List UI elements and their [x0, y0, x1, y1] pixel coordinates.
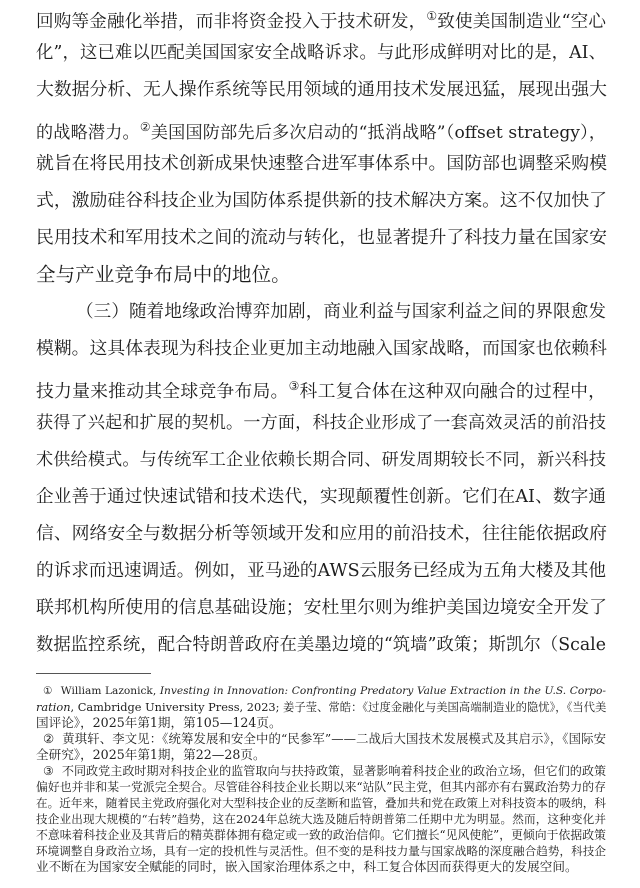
body-line: 民用技术和军用技术之间的流动与转化，也显著提升了科技力量在国家安: [36, 227, 607, 248]
footnote-ref-3[interactable]: ③: [288, 379, 300, 393]
body-line: 就旨在将民用技术创新成果快速整合进军事体系中。国防部也调整采购模: [36, 153, 607, 174]
footnote-text: 黄琪轩、李文见：《统筹发展和安全中的“民参军”——二战后大国技术发展模式及其启示》，《国际安: [62, 732, 606, 746]
body-line: 数据监控系统，配合特朗普政府在美墨边境的“筑墙”政策；斯凯尔（Scale: [36, 635, 606, 655]
footnote-divider: [36, 673, 151, 674]
body-line: 式，激励硅谷科技企业为国防体系提供新的技术解决方案。这不仅加快了: [36, 190, 607, 211]
body-text: 美国国防部先后多次启动的“抵消战略”（offset strategy），: [150, 123, 607, 143]
footnote-ref-1[interactable]: ①: [426, 9, 438, 23]
body-line: [36, 115, 606, 145]
footnote-2-line: 全研究》，2025年第1期，第22—28页。: [36, 747, 266, 762]
body-line: [36, 4, 606, 34]
body-line: 化”，这已难以匹配美国国家安全战略诉求。与此形成鲜明对比的是，AI、: [36, 43, 606, 63]
body-text: 科工复合体在这种双向融合的过程中，: [299, 381, 607, 402]
body-line: [36, 374, 606, 404]
footnote-3-line: 环境调整自身政治立场，具有一定的投机性与灵活性。但不变的是科技力量与国家战略的深度融合趋势，科技企: [36, 844, 606, 858]
body-line: 信、网络安全与数据分析等领域开发和应用的前沿技术，往往能依据政府: [36, 523, 607, 544]
footnote-1-line: 国评论》，2025年第1期，第105—124页。: [36, 715, 282, 730]
footnote-marker: ③: [43, 764, 54, 778]
body-line: 术供给模式。与传统军工企业依赖长期合同、研发周期较长不同，新兴科技: [36, 450, 606, 470]
body-text: 技力量来推动其全球竞争布局。: [36, 381, 289, 402]
footnote-2-line: [43, 731, 606, 747]
body-line: 模糊。这具体表现为科技企业更加主动地融入国家战略，而国家也依赖科: [36, 338, 607, 359]
footnote-text: 不同政党主政时期对科技企业的监管取向与扶持政策，显著影响着科技企业的政治立场，但它们的政策: [61, 764, 607, 778]
footnote-author: William Lazonick,: [60, 685, 160, 697]
footnote-marker: ①: [43, 685, 53, 697]
body-text: 的战略潜力。: [36, 123, 140, 143]
body-text: 致使美国制造业“空心: [437, 12, 606, 32]
body-line: 获得了兴起和扩展的契机。一方面，科技企业形成了一套高效灵活的前沿技: [36, 413, 606, 433]
footnote-3-line: 技企业出现大规模的“右转”趋势，这在2024年总统大选及随后特朗普第二任期中尤为明显。然而，这种变化并: [36, 812, 606, 826]
footnote-1-line: [43, 683, 606, 699]
footnote-book-title: Investing in Innovation: Confronting Predatory Value Extraction in the U.S. Corpo-: [159, 685, 607, 697]
footnote-3-line: 不意味着科技企业及其背后的精英群体拥有稳定或一致的政治信仰。它们擅长“见风使舵”，更倾向于依据政策: [36, 828, 606, 842]
body-line: 全与产业竞争布局中的地位。: [36, 263, 291, 286]
footnote-book-title: ration: [36, 700, 71, 714]
footnote-3-line: [43, 763, 606, 779]
body-line: 的诉求而迅速调适。例如，亚马逊的AWS云服务已经成为五角大楼及其他: [36, 561, 606, 581]
body-line: 大数据分析、无人操作系统等民用领域的通用技术发展迅猛，展现出强大: [36, 79, 607, 100]
footnote-3-line: 业不断在为国家安全赋能的同时，嵌入国家治理体系之中，科工复合体因而获得更大的发展空间。: [36, 859, 578, 874]
body-line: 企业善于通过快速试错和技术迭代，实现颠覆性创新。它们在AI、数字通: [36, 487, 606, 507]
footnote-marker: ②: [43, 732, 55, 746]
footnote-ref-2[interactable]: ②: [139, 120, 151, 134]
footnote-1-line: [36, 699, 606, 715]
footnote-3-line: 在。近年来，随着民主党政府强化对大型科技企业的反垄断和监管，叠加共和党在政策上对科技资本的吸纳，科: [36, 796, 606, 810]
footnote-3-line: 偏好也并非和某一党派完全契合。尽管硅谷科技企业长期以来“站队”民主党，但其内部亦有右翼政治势力的存: [36, 780, 606, 794]
section-heading-line: （三）随着地缘政治博弈加剧，商业利益与国家利益之间的界限愈发: [76, 302, 606, 322]
body-text: 回购等金融化举措，而非将资金投入于技术研发，: [36, 12, 427, 32]
body-line: 联邦机构所使用的信息基础设施；安杜里尔则为维护美国边境安全开发了: [36, 597, 607, 618]
footnote-text: , Cambridge University Press, 2023; 姜子莹、常皓：《过度金融化与美国高端制造业的隐忧》，《当代美: [70, 700, 607, 714]
